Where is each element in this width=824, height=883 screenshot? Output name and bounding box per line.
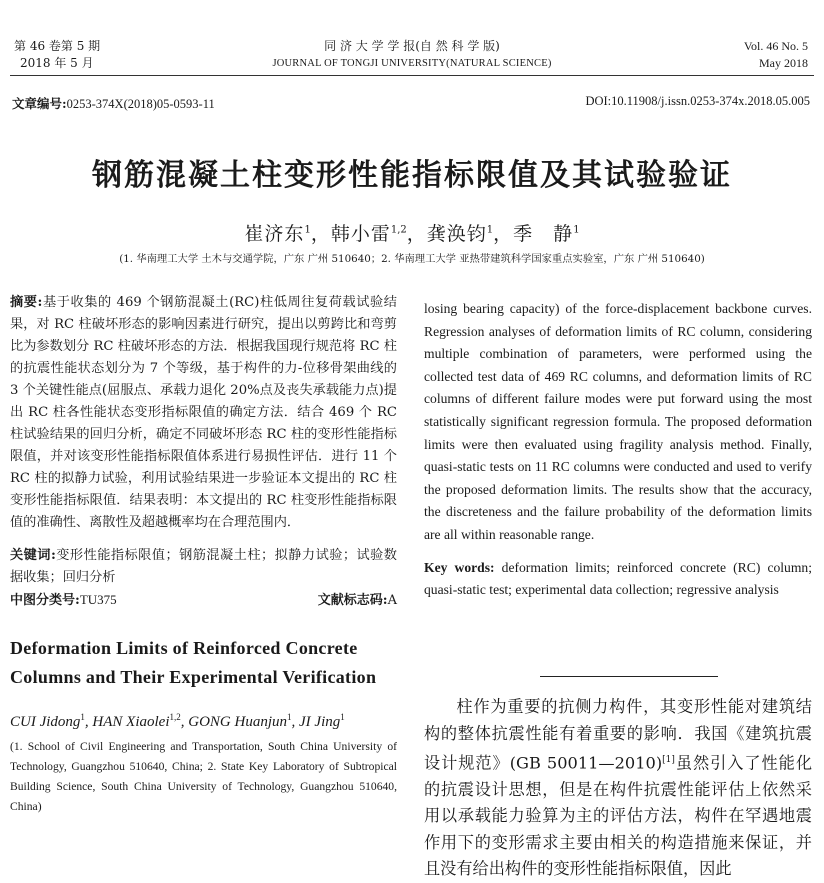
abstract-en-text: losing bearing capacity) of the force-displacement backbone curves. Regression analyses of deformation limits of RC column, considering multiple combination of parameters, were performed using the collected test data of 469 RC columns, and deformation limits of RC columns of different failure modes were put forward using the most statistically significant regression formula. The proposed deformation limits were then evaluated using fragility analysis method. Finally, quasi-static tests on 11 RC columns were conducted and used to verify the proposed deformation limits. The results show that the accuracy, the discreteness and the failure probability of the deformation limits are all within reasonable range. xyxy=(424,301,812,542)
body-paragraph-cn xyxy=(424,694,812,883)
volume-en: Vol. 46 No. 5 xyxy=(743,39,808,53)
author-cn-sup: 1 xyxy=(573,224,580,236)
author-cn: 韩小雷 xyxy=(330,223,391,245)
header-rule xyxy=(10,75,814,76)
author-cn: 龚涣钧 xyxy=(426,223,487,245)
article-number xyxy=(12,94,215,112)
author-cn: 崔济东 xyxy=(244,223,305,245)
running-header-right xyxy=(744,38,808,72)
body-text-part1: 柱作为重要的抗侧力构件，其变形性能对建筑结构的整体抗震性能有着重要的影响．我国《建筑抗震设计规范》(GB 50011—2010) xyxy=(424,697,812,773)
author-en: CUI Jidong xyxy=(10,714,81,730)
running-header-center xyxy=(200,38,624,72)
body-text-start xyxy=(424,694,812,883)
keywords-en-label: Key words: xyxy=(424,559,495,575)
author-en-sup: 1 xyxy=(80,712,85,722)
affiliation-cn: (1. 华南理工大学 土木与交通学院，广东 广州 510640；2. 华南理工大学 亚热带建筑科学国家重点实验室，广东 广州 510640) xyxy=(119,253,705,265)
author-en: JI Jing xyxy=(299,714,341,730)
keywords-cn-text: 变形性能指标限值；钢筋混凝土柱；拟静力试验；试验数据收集；回归分析 xyxy=(10,548,397,585)
keywords-cn-label: 关键词: xyxy=(10,548,56,563)
author-cn: 季 静 xyxy=(513,223,574,245)
classification-row xyxy=(10,589,397,608)
authors-en: CUI Jidong$^1$, HAN Xiaolei$^{1,2}$, GONG Huanjun$^1$, JI Jing$^1$ xyxy=(10,712,345,730)
author-en-sup: 1 xyxy=(340,712,345,722)
doc-code-value: A xyxy=(387,593,397,608)
date-en: May 2018 xyxy=(759,56,808,70)
clc-value: TU375 xyxy=(79,592,117,607)
clc-label: 中图分类号: xyxy=(10,593,80,608)
date-cn: 2018 年 5 月 xyxy=(20,56,94,70)
author-cn-sup: 1,2 xyxy=(390,224,407,236)
left-column xyxy=(10,292,397,817)
author-en: HAN Xiaolei xyxy=(92,714,170,730)
article-number-value: 0253-374X(2018)05-0593-11 xyxy=(66,97,215,111)
doi: DOI:10.11908/j.issn.0253-374x.2018.05.005 xyxy=(585,94,810,108)
article-number-label: 文章编号: xyxy=(12,96,67,111)
keywords-en-text: deformation limits; reinforced concrete (RC) column; quasi-static test; experimental data collection; regressive analysis xyxy=(424,559,812,598)
author-en: GONG Huanjun xyxy=(188,714,288,730)
abstract-cn-text: 基于收集的 469 个钢筋混凝土(RC)柱低周往复荷载试验结果，对 RC 柱破坏形态的影响因素进行研究，提出以剪跨比和弯剪比为参数划分 RC 柱破坏形态的方法．根据我国现行规范将 RC 柱的抗震性能状态划分为 7 个等级，基于构件的力-位移骨架曲线的 3 个关键性能点(屈服点、承载力退化 20%点及丧失承载能力点)提出 RC 柱各性能状态变形指标限值的确定方法．结合 469 个 RC 柱试验结果的回归分析，确定不同破坏形态 RC 柱的变形性能指标限值，并对该变形性能指标限值体系进行易损性评估．进行 11 个 RC 柱的拟静力试验，利用试验结果进一步验证本文提出的 RC 柱变形性能指标限值．结果表明：本文提出的 RC 柱变形性能指标限值的准确性、离散性及超越概率均在合理范围内． xyxy=(10,295,397,530)
author-cn-sup: 1 xyxy=(304,224,311,236)
section-separator xyxy=(540,676,718,677)
citation-ref: [1] xyxy=(662,755,675,765)
paper-title-en: Deformation Limits of Reinforced Concrete Columns and Their Experimental Verification xyxy=(10,638,377,687)
paper-title-cn: 钢筋混凝土柱变形性能指标限值及其试验验证 xyxy=(92,158,732,193)
authors-cn: 崔济东$^1$，韩小雷$^{1,2}$，龚涣钧$^1$，季 静$^1$ xyxy=(244,223,580,245)
running-header-left xyxy=(14,38,100,72)
keywords-en xyxy=(424,557,812,602)
abstract-cn-label: 摘要: xyxy=(10,295,43,310)
abstract-cn xyxy=(10,292,397,534)
right-column xyxy=(424,298,812,602)
author-en-sup: 1,2 xyxy=(169,712,181,722)
author-cn-sup: 1 xyxy=(486,224,494,236)
author-en-sup: 1 xyxy=(287,712,292,722)
body-text-part2: 虽然引入了性能化的抗震设计思想，但是在构件抗震性能评估上依然采用以承载能力验算为主的评估方法，构件在罕遇地震作用下的变形需求主要由相关的构造措施来保证，并且没有给出构件的变形性能指标限值，因此 xyxy=(424,753,813,879)
journal-name-cn: 同 济 大 学 学 报(自 然 科 学 版) xyxy=(324,39,500,53)
doc-code-label: 文献标志码: xyxy=(317,593,388,608)
keywords-cn xyxy=(10,545,397,589)
volume-cn: 第 46 卷第 5 期 xyxy=(14,39,101,53)
affiliation-en: (1. School of Civil Engineering and Transportation, South China University of Technology, Guangzhou 510640, China; 2. State Key Laboratory of Subtropical Building Science, South China University of Technology, Guangzhou 510640, China) xyxy=(10,740,397,813)
journal-name-en: JOURNAL OF TONGJI UNIVERSITY(NATURAL SCIENCE) xyxy=(272,58,552,69)
